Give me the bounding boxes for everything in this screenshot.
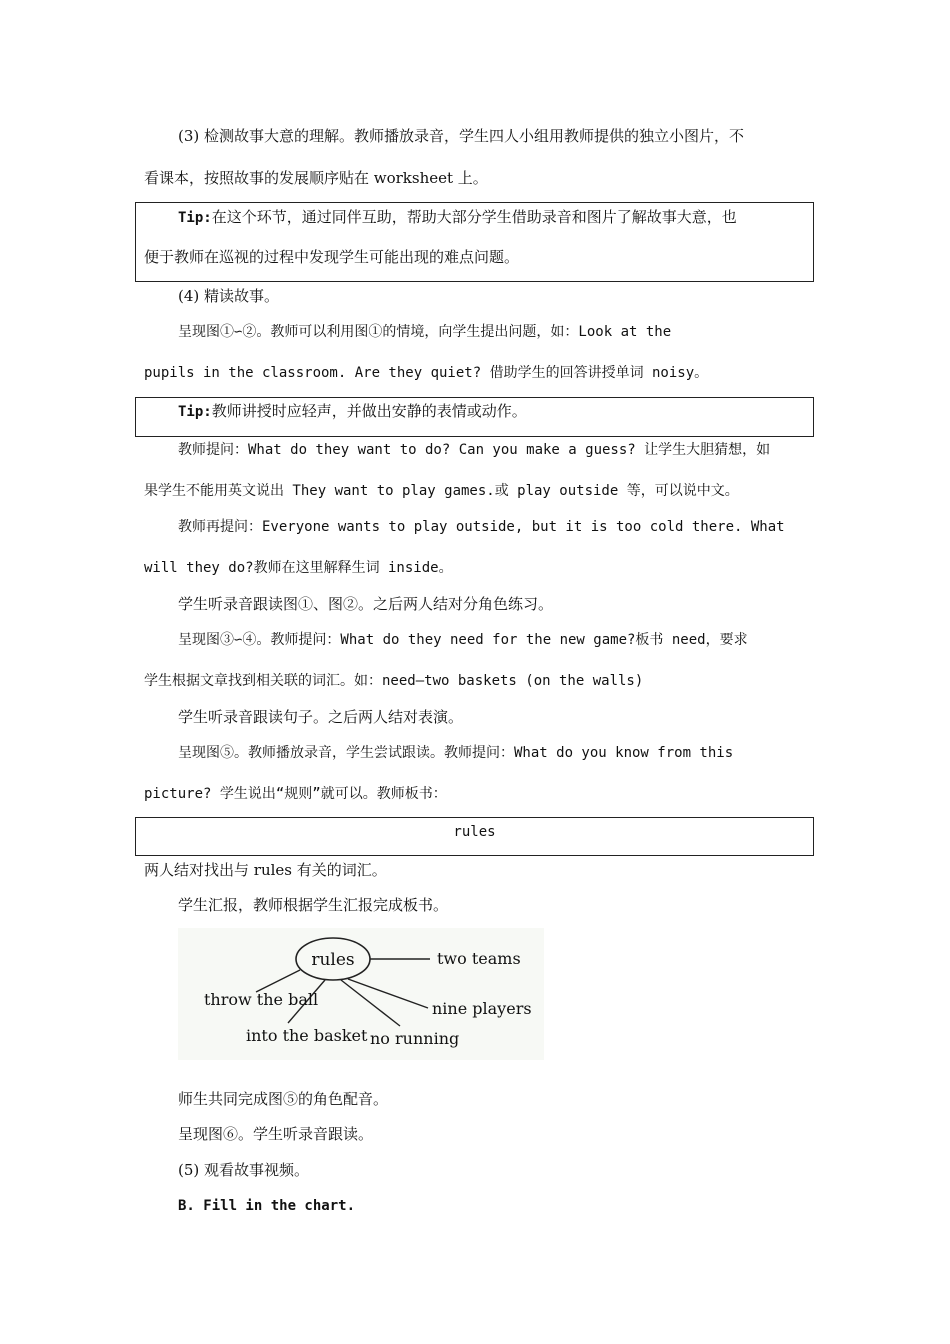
tip-box-1-line1 — [178, 207, 737, 228]
paragraph-pictures12-line1: 呈现图①∽②。教师可以利用图①的情境，向学生提出问题，如：Look at the — [178, 324, 672, 340]
paragraph-dubbing: 师生共同完成图⑤的角色配音。 — [178, 1090, 389, 1108]
paragraph-second-question-line1: 教师再提问：Everyone wants to play outside, but it is too cold there. What — [178, 519, 785, 535]
paragraph-pictures12-line2: pupils in the classroom. Are they quiet? 借助学生的回答讲授单词 noisy。 — [144, 365, 709, 381]
paragraph-report: 学生汇报，教师根据学生汇报完成板书。 — [178, 896, 449, 914]
mind-map-branch-no-running: no running — [370, 1029, 460, 1048]
paragraph-picture6: 呈现图⑥。学生听录音跟读。 — [178, 1125, 374, 1143]
mind-map-center-label: rules — [311, 950, 355, 970]
paragraph-picture5-line1: 呈现图⑤。教师播放录音，学生尝试跟读。教师提问：What do you know from this — [178, 745, 734, 761]
paragraph-question-line2: 果学生不能用英文说出 They want to play games.或 play outside 等，可以说中文。 — [144, 483, 739, 499]
rules-mind-map — [178, 928, 544, 1060]
tip-box-1 — [135, 202, 814, 282]
rules-board-text: rules — [453, 824, 496, 840]
tip-box-2 — [135, 397, 814, 437]
paragraph-question-line1: 教师提问：What do they want to do? Can you make a guess? 让学生大胆猜想，如 — [178, 442, 771, 458]
heading-section-b: B. Fill in the chart. — [178, 1198, 356, 1214]
tip-box-2-line1 — [178, 401, 527, 422]
paragraph-listen-read-1: 学生听录音跟读图①、图②。之后两人结对分角色练习。 — [178, 595, 554, 613]
paragraph-picture5-line2: picture? 学生说出“规则”就可以。教师板书： — [144, 786, 447, 802]
tip-box-1-line2: 便于教师在巡视的过程中发现学生可能出现的难点问题。 — [144, 248, 520, 266]
heading-step5: (5) 观看故事视频。 — [178, 1161, 310, 1179]
paragraph-pair-find: 两人结对找出与 rules 有关的词汇。 — [144, 861, 387, 879]
mind-map-branch-two-teams: two teams — [437, 949, 521, 968]
heading-step4: (4) 精读故事。 — [178, 287, 280, 305]
paragraph-listen-read-2: 学生听录音跟读句子。之后两人结对表演。 — [178, 708, 464, 726]
mind-map-branch-nine-players: nine players — [432, 999, 532, 1018]
paragraph-step3-line2: 看课本，按照故事的发展顺序贴在 worksheet 上。 — [144, 169, 488, 187]
paragraph-pictures34-line1: 呈现图③∽④。教师提问：What do they need for the new game?板书 need，要求 — [178, 632, 748, 648]
tip-text: 在这个环节，通过同伴互助，帮助大部分学生借助录音和图片了解故事大意，也 — [211, 208, 737, 226]
paragraph-second-question-line2: will they do?教师在这里解释生词 inside。 — [144, 560, 453, 576]
paragraph-step3-line1: (3) 检测故事大意的理解。教师播放录音，学生四人小组用教师提供的独立小图片，不 — [178, 127, 745, 145]
tip-label: Tip: — [178, 210, 212, 226]
mind-map-branch-throw-the-ball: throw the ball — [204, 990, 319, 1009]
tip-text: 教师讲授时应轻声，并做出安静的表情或动作。 — [211, 402, 527, 420]
tip-label: Tip: — [178, 404, 212, 420]
mind-map-branch-into-the-basket: into the basket — [246, 1026, 368, 1045]
paragraph-pictures34-line2: 学生根据文章找到相关联的词汇。如：need—two baskets (on the walls) — [144, 673, 644, 689]
rules-board-box — [135, 817, 814, 856]
